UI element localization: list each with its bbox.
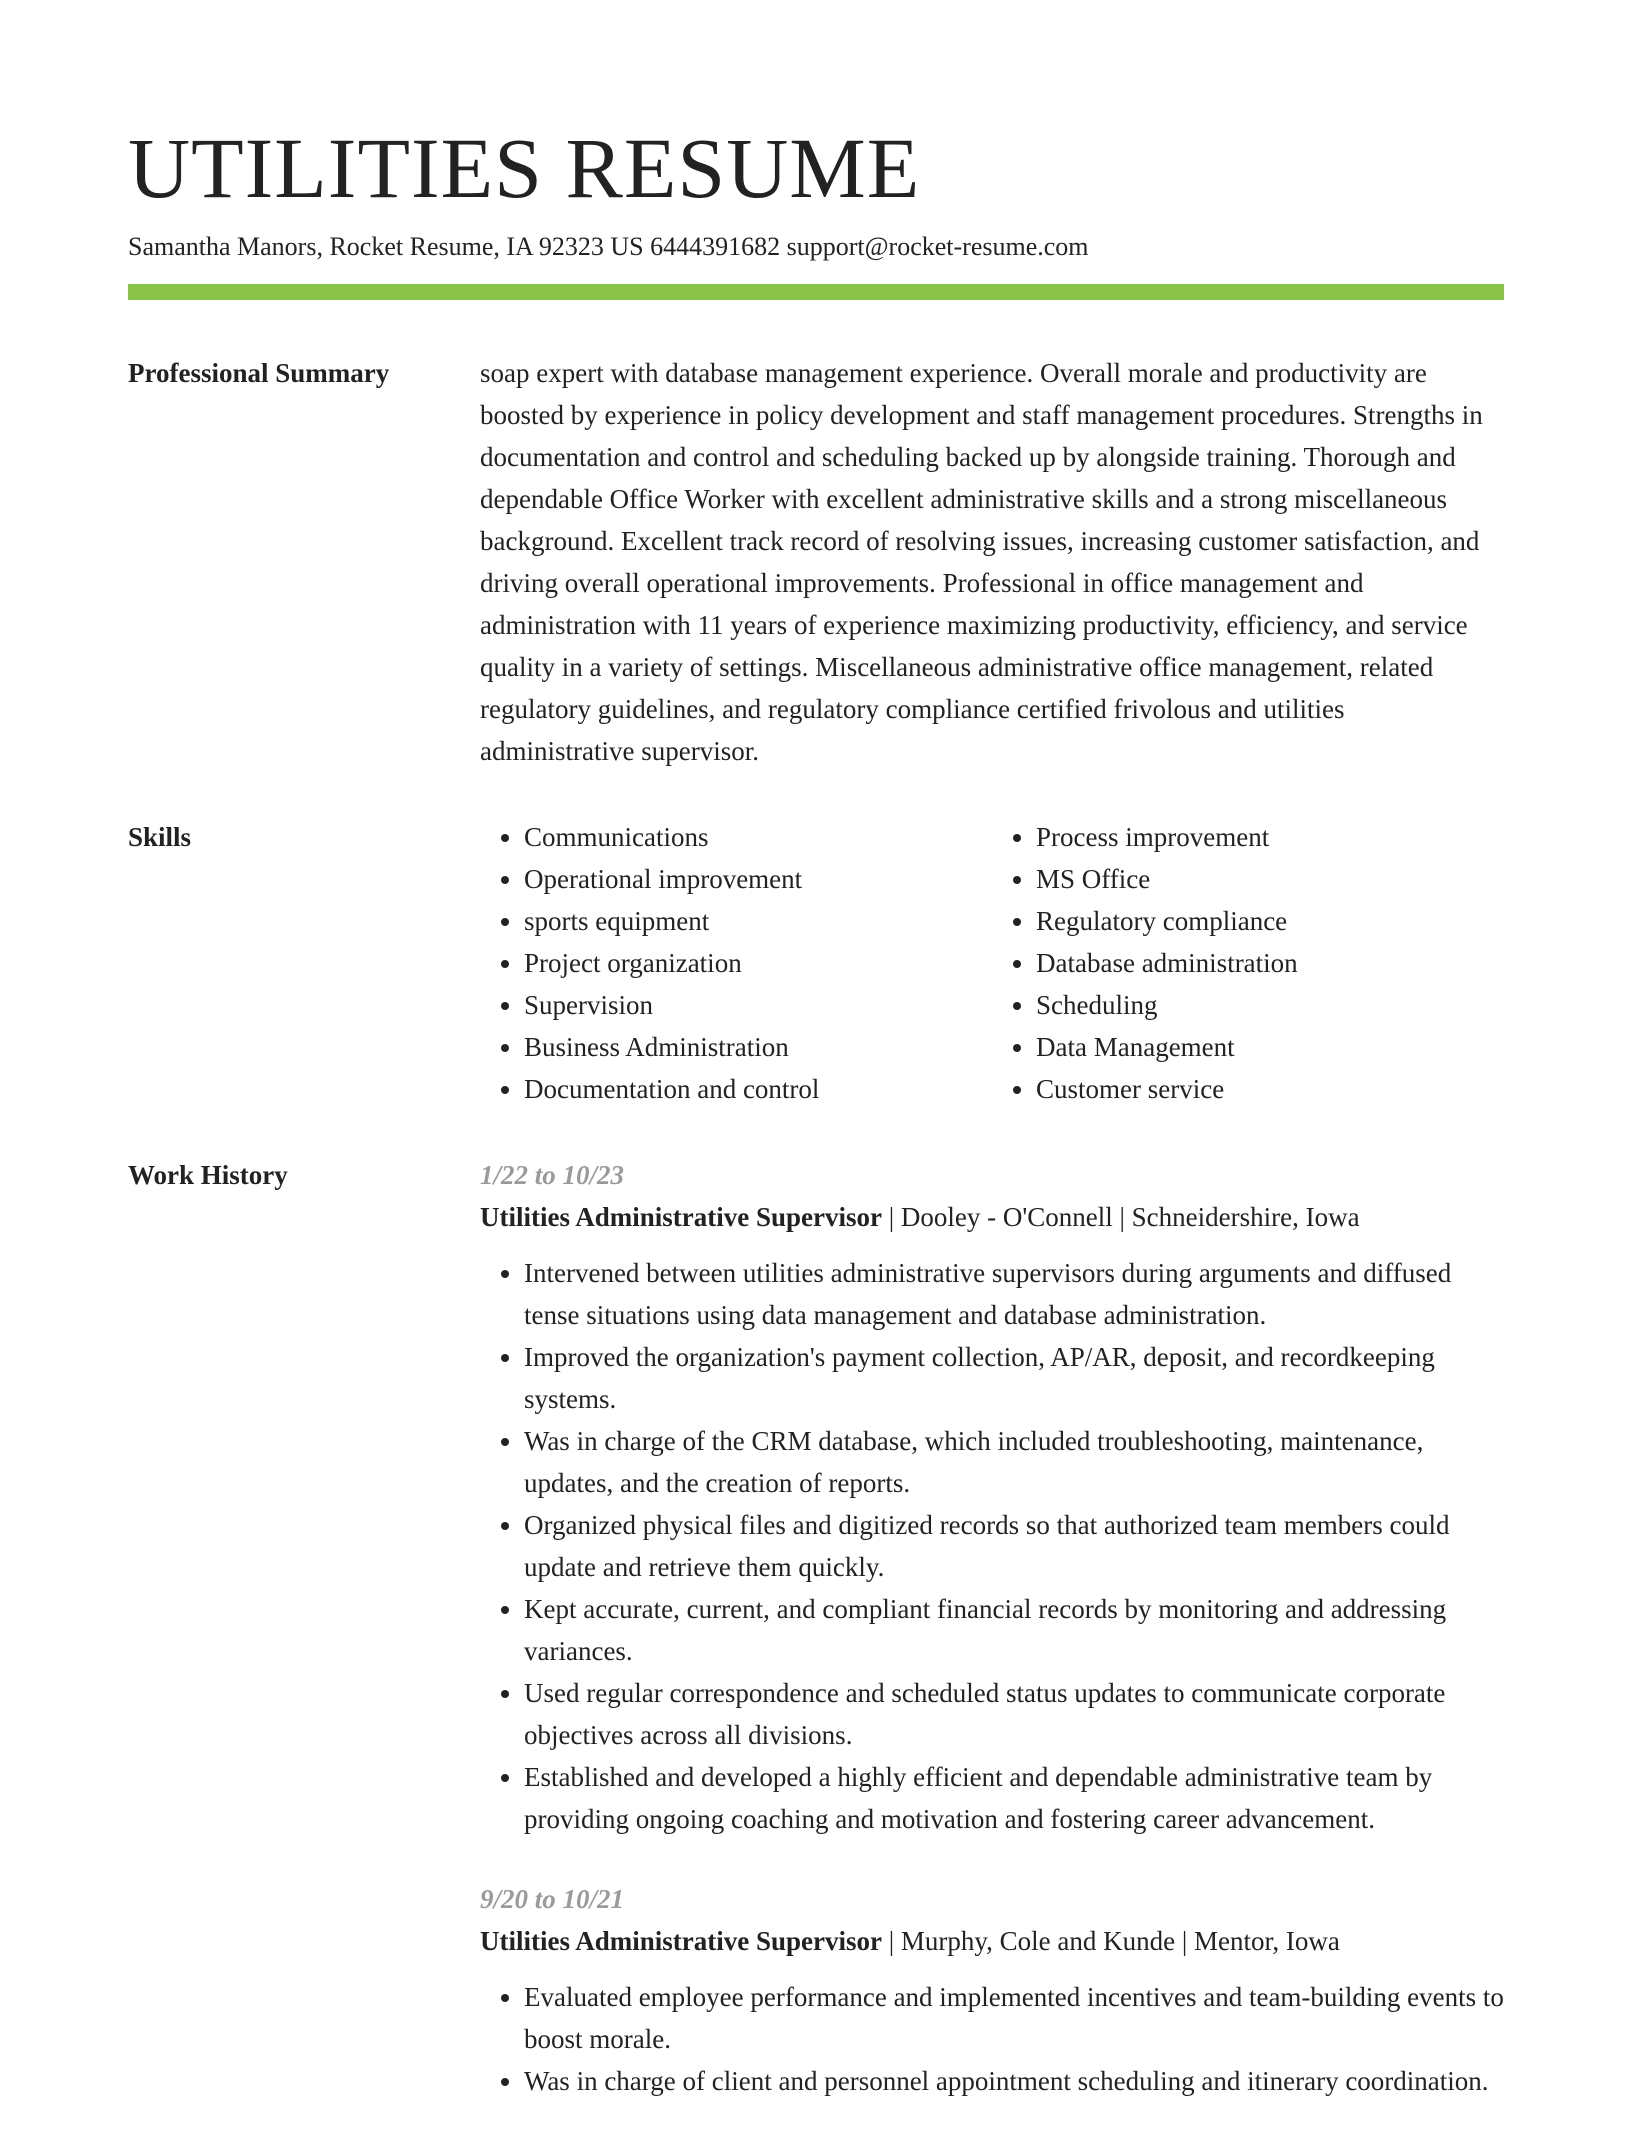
skills-list-right	[992, 816, 1504, 1110]
section-label-skills: Skills	[128, 822, 192, 852]
skill-item: • Regulatory compliance	[1036, 900, 1504, 942]
header-divider	[128, 284, 1504, 300]
job-bullets	[480, 1252, 1504, 1840]
skill-item: • Operational improvement	[524, 858, 992, 900]
skill-item: • Documentation and control	[524, 1068, 992, 1110]
skill-item: • Process improvement	[1036, 816, 1504, 858]
skill-item: • Supervision	[524, 984, 992, 1026]
job-employer-location: | Dooley - O'Connell | Schneidershire, Iowa	[881, 1202, 1360, 1232]
professional-summary-section	[128, 352, 1504, 772]
job-bullet: • Was in charge of client and personnel appointment scheduling and itinerary coordination.	[524, 2060, 1504, 2102]
job-heading	[480, 1920, 1504, 1962]
skill-item: • Database administration	[1036, 942, 1504, 984]
job-bullet: • Intervened between utilities administrative supervisors during arguments and diffused tense situations using data management and database administration.	[524, 1252, 1504, 1336]
skill-item: • Customer service	[1036, 1068, 1504, 1110]
skill-item: • sports equipment	[524, 900, 992, 942]
job-dates: 1/22 to 10/23	[480, 1160, 625, 1190]
section-label-professional-summary: Professional Summary	[128, 358, 390, 388]
skill-item: • Business Administration	[524, 1026, 992, 1068]
job-bullet: • Kept accurate, current, and compliant financial records by monitoring and addressing variances.	[524, 1588, 1504, 1672]
job-entry	[480, 1878, 1504, 2102]
work-history-section	[128, 1154, 1504, 2140]
skill-item: • Data Management	[1036, 1026, 1504, 1068]
job-title: Utilities Administrative Supervisor	[480, 1926, 882, 1956]
job-bullets	[480, 1976, 1504, 2102]
job-bullet: • Established and developed a highly efficient and dependable administrative team by providing ongoing coaching and motivation and fostering career advancement.	[524, 1756, 1504, 1840]
work-history-body	[480, 1154, 1504, 2140]
resume-title: UTILITIES RESUME	[128, 120, 921, 216]
job-bullet: • Evaluated employee performance and implemented incentives and team-building events to boost morale.	[524, 1976, 1504, 2060]
job-bullet: • Used regular correspondence and scheduled status updates to communicate corporate objectives across all divisions.	[524, 1672, 1504, 1756]
skill-item: • Communications	[524, 816, 992, 858]
summary-body	[480, 352, 1504, 772]
job-title: Utilities Administrative Supervisor	[480, 1202, 882, 1232]
job-heading	[480, 1196, 1504, 1238]
skills-columns	[480, 816, 1504, 1110]
skill-item: • Scheduling	[1036, 984, 1504, 1026]
resume-page	[128, 0, 1504, 2140]
skills-list-left	[480, 816, 992, 1110]
skills-section	[128, 816, 1504, 1110]
section-label-work-history: Work History	[128, 1160, 288, 1190]
skill-item: • Project organization	[524, 942, 992, 984]
job-bullet: • Improved the organization's payment collection, AP/AR, deposit, and recordkeeping systems.	[524, 1336, 1504, 1420]
contact-line: Samantha Manors, Rocket Resume, IA 92323 US 6444391682 support@rocket-resume.com	[128, 232, 1089, 261]
job-employer-location: | Murphy, Cole and Kunde | Mentor, Iowa	[881, 1926, 1340, 1956]
job-dates: 9/20 to 10/21	[480, 1884, 625, 1914]
job-bullet: • Was in charge of the CRM database, which included troubleshooting, maintenance, updates, and the creation of reports.	[524, 1420, 1504, 1504]
summary-text: soap expert with database management experience. Overall morale and productivity are boosted by experience in policy development and staff management procedures. Strengths in documentation and control and scheduling backed up by alongside training. Thorough and dependable Office Worker with excellent administrative skills and a strong miscellaneous background. Excellent track record of resolving issues, increasing customer satisfaction, and driving overall operational improvements. Professional in office management and administration with 11 years of experience maximizing productivity, efficiency, and service quality in a variety of settings. Miscellaneous administrative office management, related regulatory guidelines, and regulatory compliance certified frivolous and utilities administrative supervisor.	[480, 358, 1483, 766]
job-entry	[480, 1154, 1504, 1840]
skill-item: • MS Office	[1036, 858, 1504, 900]
job-bullet: • Organized physical files and digitized records so that authorized team members could update and retrieve them quickly.	[524, 1504, 1504, 1588]
